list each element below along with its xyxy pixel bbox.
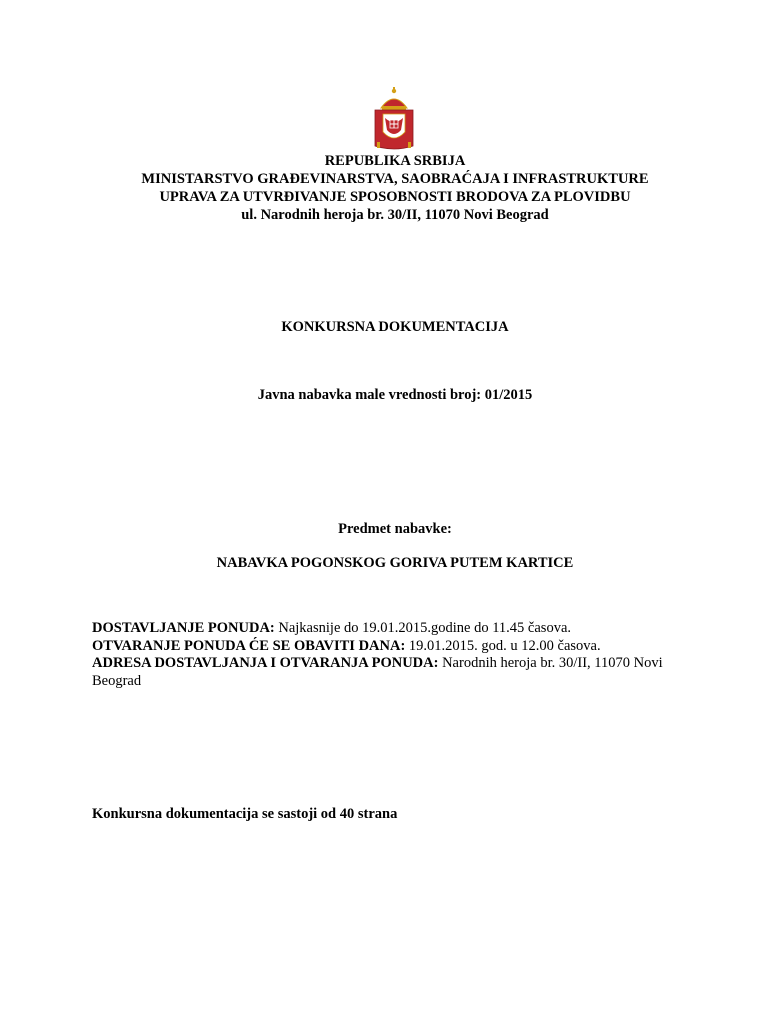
address-label: ADRESA DOSTAVLJANJA I OTVARANJA PONUDA: (92, 655, 439, 671)
opening-line (92, 638, 692, 656)
serbian-coat-of-arms-icon (373, 86, 415, 152)
document-title: KONKURSNA DOKUMENTACIJA (281, 319, 509, 335)
subject-label: Predmet nabavke: (338, 521, 452, 537)
address-line (92, 655, 692, 690)
institution-header (0, 152, 770, 224)
ministry-name: MINISTARSTVO GRAĐEVINARSTVA, SAOBRAĆAJA I INFRASTRUKTURE (141, 171, 649, 187)
address-value: Narodnih heroja br. 30/II, 11070 Novi Beograd (92, 655, 663, 689)
procurement-subject: NABAVKA POGONSKOG GORIVA PUTEM KARTICE (216, 555, 574, 571)
page-count-note: Konkursna dokumentacija se sastoji od 40 strana (92, 806, 398, 822)
opening-label: OTVARANJE PONUDA ĆE SE OBAVITI DANA: (92, 637, 406, 654)
procurement-number: Javna nabavka male vrednosti broj: 01/2015 (257, 387, 533, 403)
directorate-name: UPRAVA ZA UTVRĐIVANJE SPOSOBNOSTI BRODOVA ZA PLOVIDBU (159, 189, 631, 205)
country-name: REPUBLIKA SRBIJA (324, 153, 466, 169)
delivery-line (92, 620, 692, 638)
procurement-details (92, 620, 692, 690)
institution-address: ul. Narodnih heroja br. 30/II, 11070 Novi Beograd (241, 207, 549, 223)
opening-value: 19.01.2015. god. u 12.00 časova. (405, 637, 601, 654)
delivery-value: Najkasnije do 19.01.2015.godine do 11.45 časova. (274, 620, 572, 636)
delivery-label: DOSTAVLJANJE PONUDA: (92, 620, 275, 636)
